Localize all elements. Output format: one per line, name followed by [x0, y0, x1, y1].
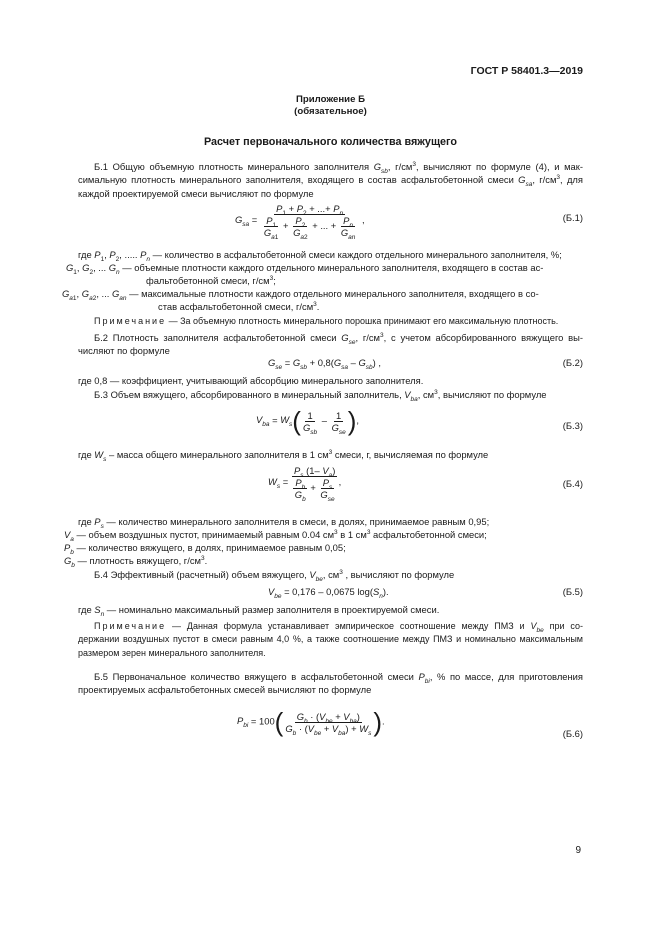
appendix-heading	[0, 94, 661, 118]
equation-number-b6: (Б.6)	[562, 728, 583, 739]
formula-b6: $P_{bi} = 100$( $\frac{G_b \cdot (V_{be} + V_{ba})}{G_b \cdot (V_{be} + V_{ba}) + W_s}$ ).	[237, 707, 385, 737]
paragraph-b3: Б.3 Объем вяжущего, абсорбированного в минеральный заполнитель, $V_{ba}$, $см^3$, вычисляют по формуле	[94, 388, 547, 403]
formula-b1: $G_{sa}$ = $P_1 + P_2$ + ...+ $P_n$ $\frac{P_1}{G_{a1}}$ + $\frac{P_2}{G_{a2}}$ + ... + $\frac{P_n}{G_{an}}$ ,	[235, 203, 365, 241]
paragraph-b2: Б.2 Плотность заполнителя асфальтобетонной смеси $G_{se}$, $г/см^3$, с учетом абсорбированного вяжущего вы- числяют по формуле	[78, 331, 583, 357]
definition-g-cont: фальтобетонной смеси, $г/см^3$;	[146, 274, 276, 286]
definition-ws: где $W_s$ – масса общего минерального заполнителя в 1 $см^3$ смеси, г, вычисляемая по формуле	[78, 448, 489, 463]
equation-number-b4: (Б.4)	[562, 478, 583, 489]
document-header: ГОСТ Р 58401.3—2019	[470, 65, 583, 77]
equation-number-b1: (Б.1)	[562, 212, 583, 223]
formula-b4: $W_s$ = $P_s$ (1– $V_a$) $\frac{P_b}{G_b}$ + $\frac{P_s}{G_{se}}$ ,	[268, 465, 342, 503]
formula-b5: $V_{be} = 0,176 - 0,0675$ $\log(S_n)$.	[268, 586, 389, 600]
definition-gb: $G_b$ — плотность вяжущего, $г/см^3$.	[64, 554, 208, 569]
equation-number-b5: (Б.5)	[562, 586, 583, 597]
paragraph-b4: Б.4 Эффективный (расчетный) объем вяжущего, $V_{be}$, $см^3$ , вычисляют по формуле	[94, 568, 455, 583]
b1-line1: Б.1 Общую объемную плотность минерального заполнителя $G_{sb}$, $г/см^3$, вычисляют по формуле (4), и мак-	[94, 160, 583, 175]
equation-number-b2: (Б.2)	[562, 357, 583, 368]
note-2-label: Примечание	[94, 621, 167, 631]
definition-coefficient: где 0,8 — коэффициент, учитывающий абсорбцию минерального заполнителя.	[78, 375, 424, 386]
paragraph-b5: Б.5 Первоначальное количество вяжущего в асфальтобетонной смеси $P_{bi}$, % по массе, для приготовления проектируемых асфальтобетонных смесей вычисляют по формуле	[78, 671, 583, 696]
definition-ps: где $P_s$ — количество минерального заполнителя в смеси, в долях, принимаемое равным 0,95;	[78, 516, 490, 530]
note-1	[94, 315, 558, 328]
note-2: Примечание — Данная формула устанавливает эмпирическое соотношение между ПМЗ и $V_{be}$ при со- держании воздушных пустот в смеси равным 4,0 %, а также соотношение между ПМЗ и номинально максимальным размером зерен минерального заполнителя.	[78, 621, 583, 658]
definition-p: где $P_1$, $P_2$, ..... $P_n$ — количество в асфальтобетонной смеси каждого отдельного минерального заполнителя, %;	[78, 249, 562, 263]
note-1-text: — За объемную плотность минерального порошка принимают его максимальную плотность.	[166, 316, 559, 326]
appendix-subtitle: (обязательное)	[294, 106, 367, 117]
formula-b2: $G_{se} = G_{sb} + 0,8(G_{sa} - G_{sb})$ ,	[268, 357, 381, 371]
appendix-title: Приложение Б	[296, 94, 365, 105]
paragraph-b1: Б.1 Общую объемную плотность минерального заполнителя $G_{sb}$, $г/см^3$, вычисляют по формуле (4), и мак- симальную плотность минерального заполнителя, входящего в состав асфальтобетонной смеси $G_{sa}$, $г/см^3$, для каждой проектируемой смеси вычисляют по формуле	[78, 160, 583, 199]
definition-sn: где $S_n$ — номинально максимальный размер заполнителя в проектируемой смеси.	[78, 604, 440, 618]
section-title: Расчет первоначального количества вяжущего	[203, 136, 458, 148]
definition-ga-cont: став асфальтобетонной смеси, $г/см^3$.	[158, 300, 320, 312]
page-number: 9	[575, 845, 581, 856]
definition-pb: $P_b$ — количество вяжущего, в долях, принимаемое равным 0,05;	[64, 542, 346, 556]
note-1-label: Примечание	[94, 316, 167, 326]
formula-b3: $V_{ba} = W_s$( $\frac{1}{G_{sb}}$ – $\frac{1}{G_{se}}$ ),	[256, 406, 360, 436]
equation-number-b3: (Б.3)	[562, 420, 583, 431]
definition-va: $V_a$ — объем воздушных пустот, принимаемый равным 0.04 $см^3$ в 1 $см^3$ асфальтобетонной смеси;	[64, 528, 487, 543]
definition-ga: $G_{a1}$, $G_{a2}$, ... $G_{an}$ — максимальные плотности каждого отдельного минерального заполнителя, входящего в со-	[62, 288, 539, 302]
definition-g: $G_1$, $G_2$, ... $G_n$ — объемные плотности каждого отдельного минерального заполнителя, входящего в состав ас-	[66, 262, 544, 276]
